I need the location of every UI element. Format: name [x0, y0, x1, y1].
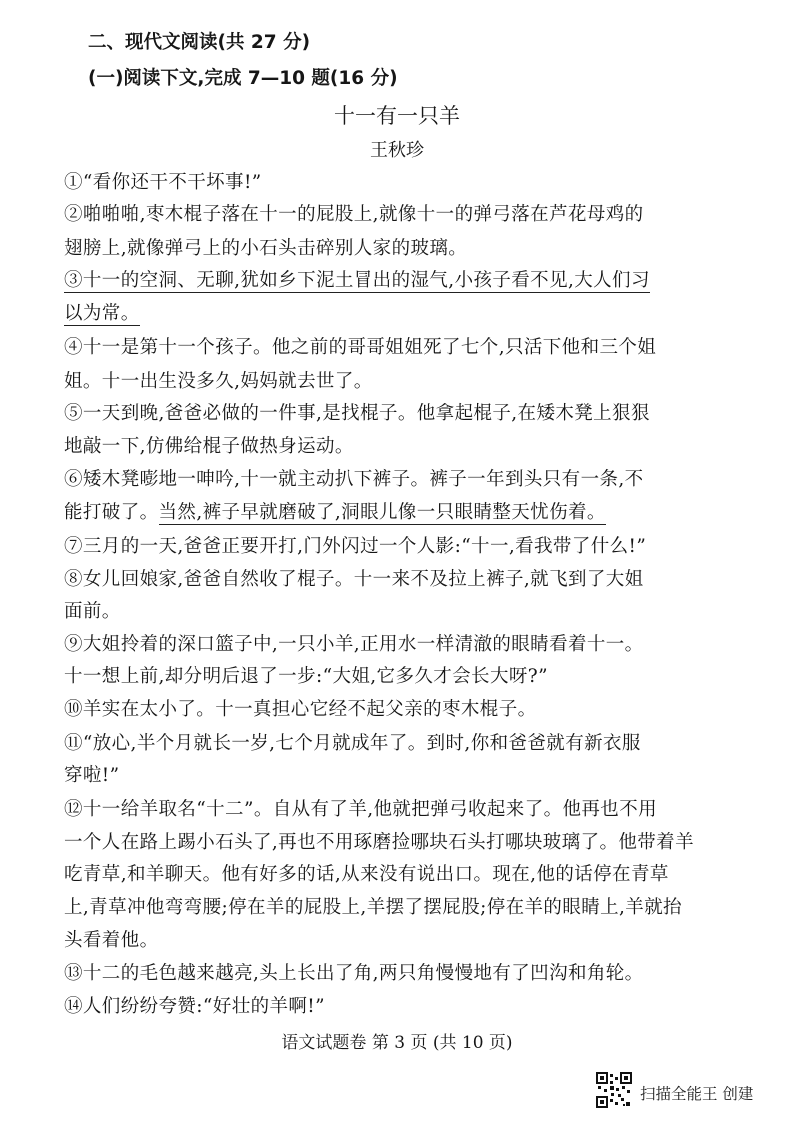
paragraph-line: ⑦三月的一天,爸爸正要开打,门外闪过一个人影:“十一,看我带了什么!” [64, 536, 647, 557]
scanner-watermark: 扫描全能王 创建 [640, 1085, 754, 1103]
paragraph-line: 翅膀上,就像弹弓上的小石头击碎别人家的玻璃。 [64, 238, 468, 259]
article-author: 王秋珍 [370, 140, 424, 161]
paragraph-line: ⑨大姐拎着的深口篮子中,一只小羊,正用水一样清澈的眼睛看着十一。 [64, 634, 644, 655]
paragraph-line: 面前。 [64, 601, 121, 622]
paragraph-line: ⑩羊实在太小了。十一真担心它经不起父亲的枣木棍子。 [64, 699, 537, 720]
paragraph-line: ⑤一天到晚,爸爸必做的一件事,是找棍子。他拿起棍子,在矮木凳上狠狠 [64, 403, 650, 424]
underlined-text: 当然,裤子早就磨破了,洞眼儿像一只眼睛整天忧伤着。 [158, 502, 606, 523]
paragraph-line [64, 498, 606, 524]
paragraph-line: ⑭人们纷纷夸赞:“好壮的羊啊!” [64, 996, 325, 1017]
paragraph-line: ⑫十一给羊取名“十二”。自从有了羊,他就把弹弓收起来了。他再也不用 [64, 799, 657, 820]
paragraph-line: 地敲一下,仿佛给棍子做热身运动。 [64, 436, 354, 457]
paragraph-line: 一个人在路上踢小石头了,再也不用琢磨捡哪块石头打哪块玻璃了。他带着羊 [64, 832, 694, 853]
qr-code-icon [596, 1072, 632, 1108]
paragraph-line: ①“看你还干不干坏事!” [64, 172, 262, 193]
paragraph-line: ④十一是第十一个孩子。他之前的哥哥姐姐死了七个,只活下他和三个姐 [64, 337, 657, 358]
subsection-heading: (一)阅读下文,完成 7—10 题(16 分) [88, 68, 398, 89]
page-footer: 语文试题卷 第 3 页 (共 10 页) [281, 1033, 513, 1053]
paragraph-line: ⑧女儿回娘家,爸爸自然收了棍子。十一来不及拉上裤子,就飞到了大姐 [64, 569, 644, 590]
underlined-text: 以为常。 [64, 303, 140, 324]
underlined-text: ③十一的空洞、无聊,犹如乡下泥土冒出的湿气,小孩子看不见,大人们习 [64, 270, 650, 291]
section-heading: 二、现代文阅读(共 27 分) [88, 32, 311, 53]
paragraph-line: 穿啦!” [64, 765, 120, 786]
paragraph-line-underlined [64, 266, 650, 292]
paragraph-line-underlined [64, 299, 140, 325]
plain-text: 能打破了。 [64, 502, 159, 523]
article-title: 十一有一只羊 [334, 104, 460, 128]
paragraph-line: ⑪“放心,半个月就长一岁,七个月就成年了。到时,你和爸爸就有新衣服 [64, 733, 641, 754]
paragraph-line: 上,青草冲他弯弯腰;停在羊的屁股上,羊摆了摆屁股;停在羊的眼睛上,羊就抬 [64, 897, 683, 918]
paragraph-line: 头看着他。 [64, 930, 159, 951]
paragraph-line: ⑬十二的毛色越来越亮,头上长出了角,两只角慢慢地有了凹沟和角轮。 [64, 963, 644, 984]
paragraph-line: 吃青草,和羊聊天。他有好多的话,从来没有说出口。现在,他的话停在青草 [64, 864, 669, 885]
paragraph-line: 十一想上前,却分明后退了一步:“大姐,它多久才会长大呀?” [64, 666, 548, 687]
paragraph-line: 姐。十一出生没多久,妈妈就去世了。 [64, 371, 373, 392]
paragraph-line: ⑥矮木凳嘭地一呻吟,十一就主动扒下裤子。裤子一年到头只有一条,不 [64, 469, 644, 490]
paragraph-line: ②啪啪啪,枣木棍子落在十一的屁股上,就像十一的弹弓落在芦花母鸡的 [64, 204, 644, 225]
